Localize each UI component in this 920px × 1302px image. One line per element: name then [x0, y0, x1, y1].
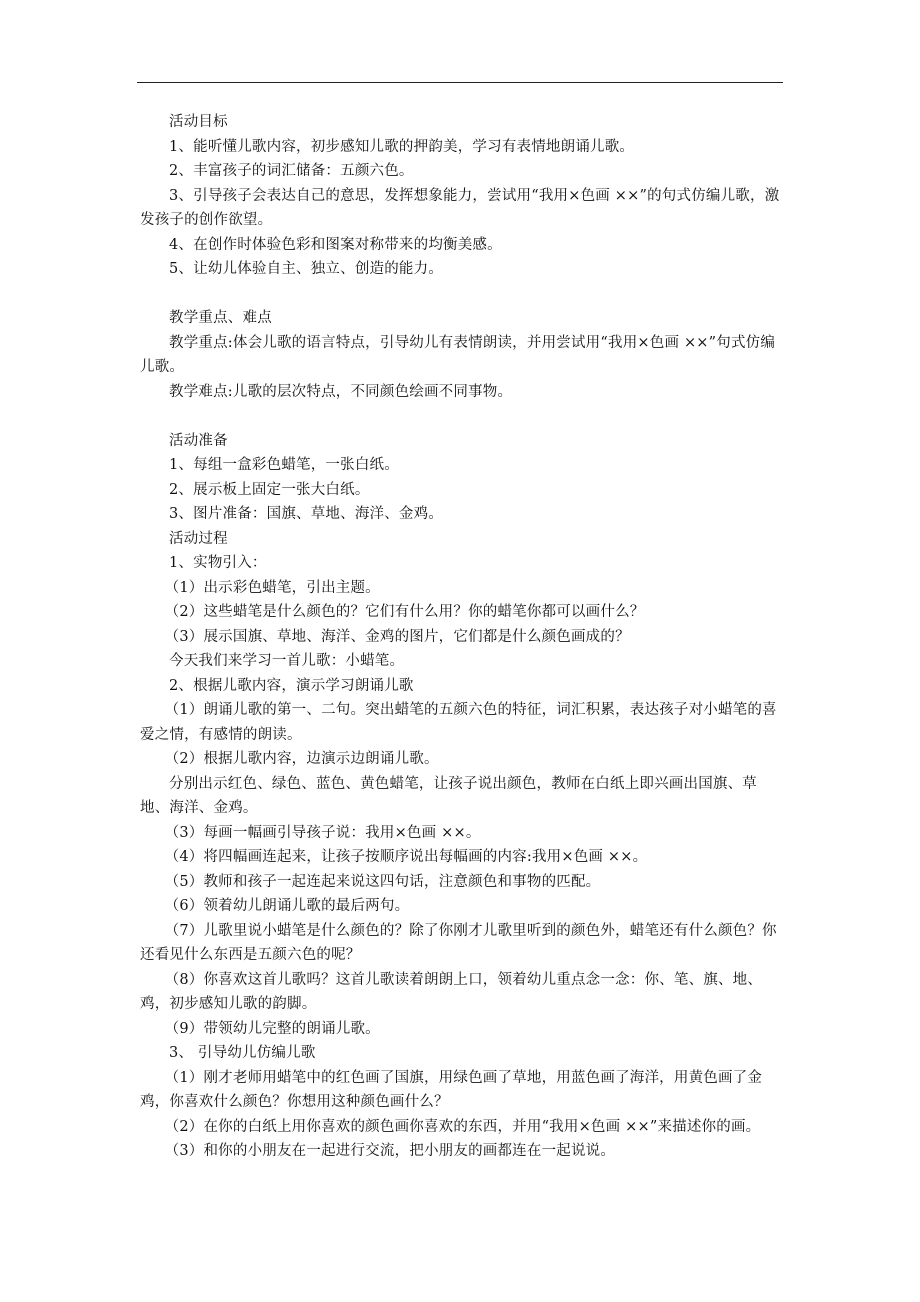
goals-heading: 活动目标 [169, 114, 228, 130]
goal-item-5: 5、让幼儿体验自主、独立、创造的能力。 [169, 261, 444, 277]
step2-item-4: （4）将四幅画连起来，让孩子按顺序说出每幅画的内容:我用×色画 ××。 [164, 849, 648, 865]
goal-item-1: 1、能听懂儿歌内容，初步感知儿歌的押韵美，学习有表情地朗诵儿歌。 [169, 138, 635, 155]
goal-item-3: 3、引导孩子会表达自己的意思，发挥想象能力，尝试用“我用×色画 ××”的句式仿编儿歌，激发孩子的创作欲望。 [140, 187, 780, 228]
process-heading: 活动过程 [169, 530, 228, 547]
teaching-focus: 教学重点:体会儿歌的语言特点，引导幼儿有表情朗读，并用尝试用“我用×色画 ××”句式仿编儿歌。 [140, 334, 776, 375]
step1-title: 1、实物引入： [169, 555, 267, 571]
step1-intro: 今天我们来学习一首儿歌：小蜡笔。 [169, 653, 405, 669]
step2-item-1: （1）朗诵儿歌的第一、二句。突出蜡笔的五颜六色的特征，词汇积累，表达孩子对小蜡笔的喜爱之情，有感情的朗读。 [140, 702, 777, 743]
preparation-heading: 活动准备 [169, 432, 228, 449]
step2-item-5: （5）教师和孩子一起连起来说这四句话，注意颜色和事物的匹配。 [164, 873, 601, 890]
header-rule [137, 82, 783, 83]
step1-item-2: （2）这些蜡笔是什么颜色的？它们有什么用？你的蜡笔你都可以画什么？ [164, 604, 645, 620]
step2-item-7: （7）儿歌里说小蜡笔是什么颜色的？除了你刚才儿歌里听到的颜色外，蜡笔还有什么颜色？你还看见什么东西是五颜六色的呢？ [140, 922, 777, 963]
step3-item-3: （3）和你的小朋友在一起进行交流，把小朋友的画都连在一起说说。 [164, 1143, 616, 1159]
step3-item-1: （1）刚才老师用蜡笔中的红色画了国旗，用绿色画了草地，用蓝色画了海洋，用黄色画了金鸡，你喜欢什么颜色？你想用这种颜色画什么？ [140, 1069, 763, 1110]
step2-title: 2、根据儿歌内容，演示学习朗诵儿歌 [169, 677, 414, 694]
spacer [140, 282, 782, 307]
step3-title: 3、 引导幼儿仿编儿歌 [169, 1045, 316, 1061]
document-body [140, 110, 782, 1164]
spacer [140, 404, 782, 429]
teaching-difficulty: 教学难点:儿歌的层次特点，不同颜色绘画不同事物。 [169, 383, 513, 400]
step2-item-6: （6）领着幼儿朗诵儿歌的最后两句。 [164, 898, 410, 914]
prep-item-1: 1、每组一盒彩色蜡笔，一张白纸。 [169, 457, 399, 473]
step1-item-1: （1）出示彩色蜡笔，引出主题。 [164, 579, 380, 596]
step3-item-2: （2）在你的白纸上用你喜欢的颜色画你喜欢的东西，并用“我用×色画 ××”来描述你的画。 [164, 1118, 761, 1135]
step1-item-3: （3）展示国旗、草地、海洋、金鸡的图片，它们都是什么颜色画成的？ [164, 628, 630, 645]
goal-item-4: 4、在创作时体验色彩和图案对称带来的均衡美感。 [169, 236, 502, 253]
goal-item-2: 2、丰富孩子的词汇储备：五颜六色。 [169, 163, 414, 179]
step2-item-9: （9）带领幼儿完整的朗诵儿歌。 [164, 1020, 380, 1037]
key-points-heading: 教学重点、难点 [169, 310, 272, 326]
step2-item-3: （3）每画一幅画引导孩子说：我用×色画 ××。 [164, 824, 481, 841]
prep-item-2: 2、展示板上固定一张大白纸。 [169, 481, 370, 498]
step2-item-8: （8）你喜欢这首儿歌吗？这首儿歌读着朗朗上口，领着幼儿重点念一念：你、笔、旗、地、鸡，初步感知儿歌的韵脚。 [140, 971, 763, 1012]
prep-item-3: 3、图片准备：国旗、草地、海洋、金鸡。 [169, 506, 444, 522]
step2-note: 分别出示红色、绿色、蓝色、黄色蜡笔，让孩子说出颜色，教师在白纸上即兴画出国旗、草地、海洋、金鸡。 [140, 775, 757, 816]
step2-item-2: （2）根据儿歌内容，边演示边朗诵儿歌。 [164, 751, 439, 767]
